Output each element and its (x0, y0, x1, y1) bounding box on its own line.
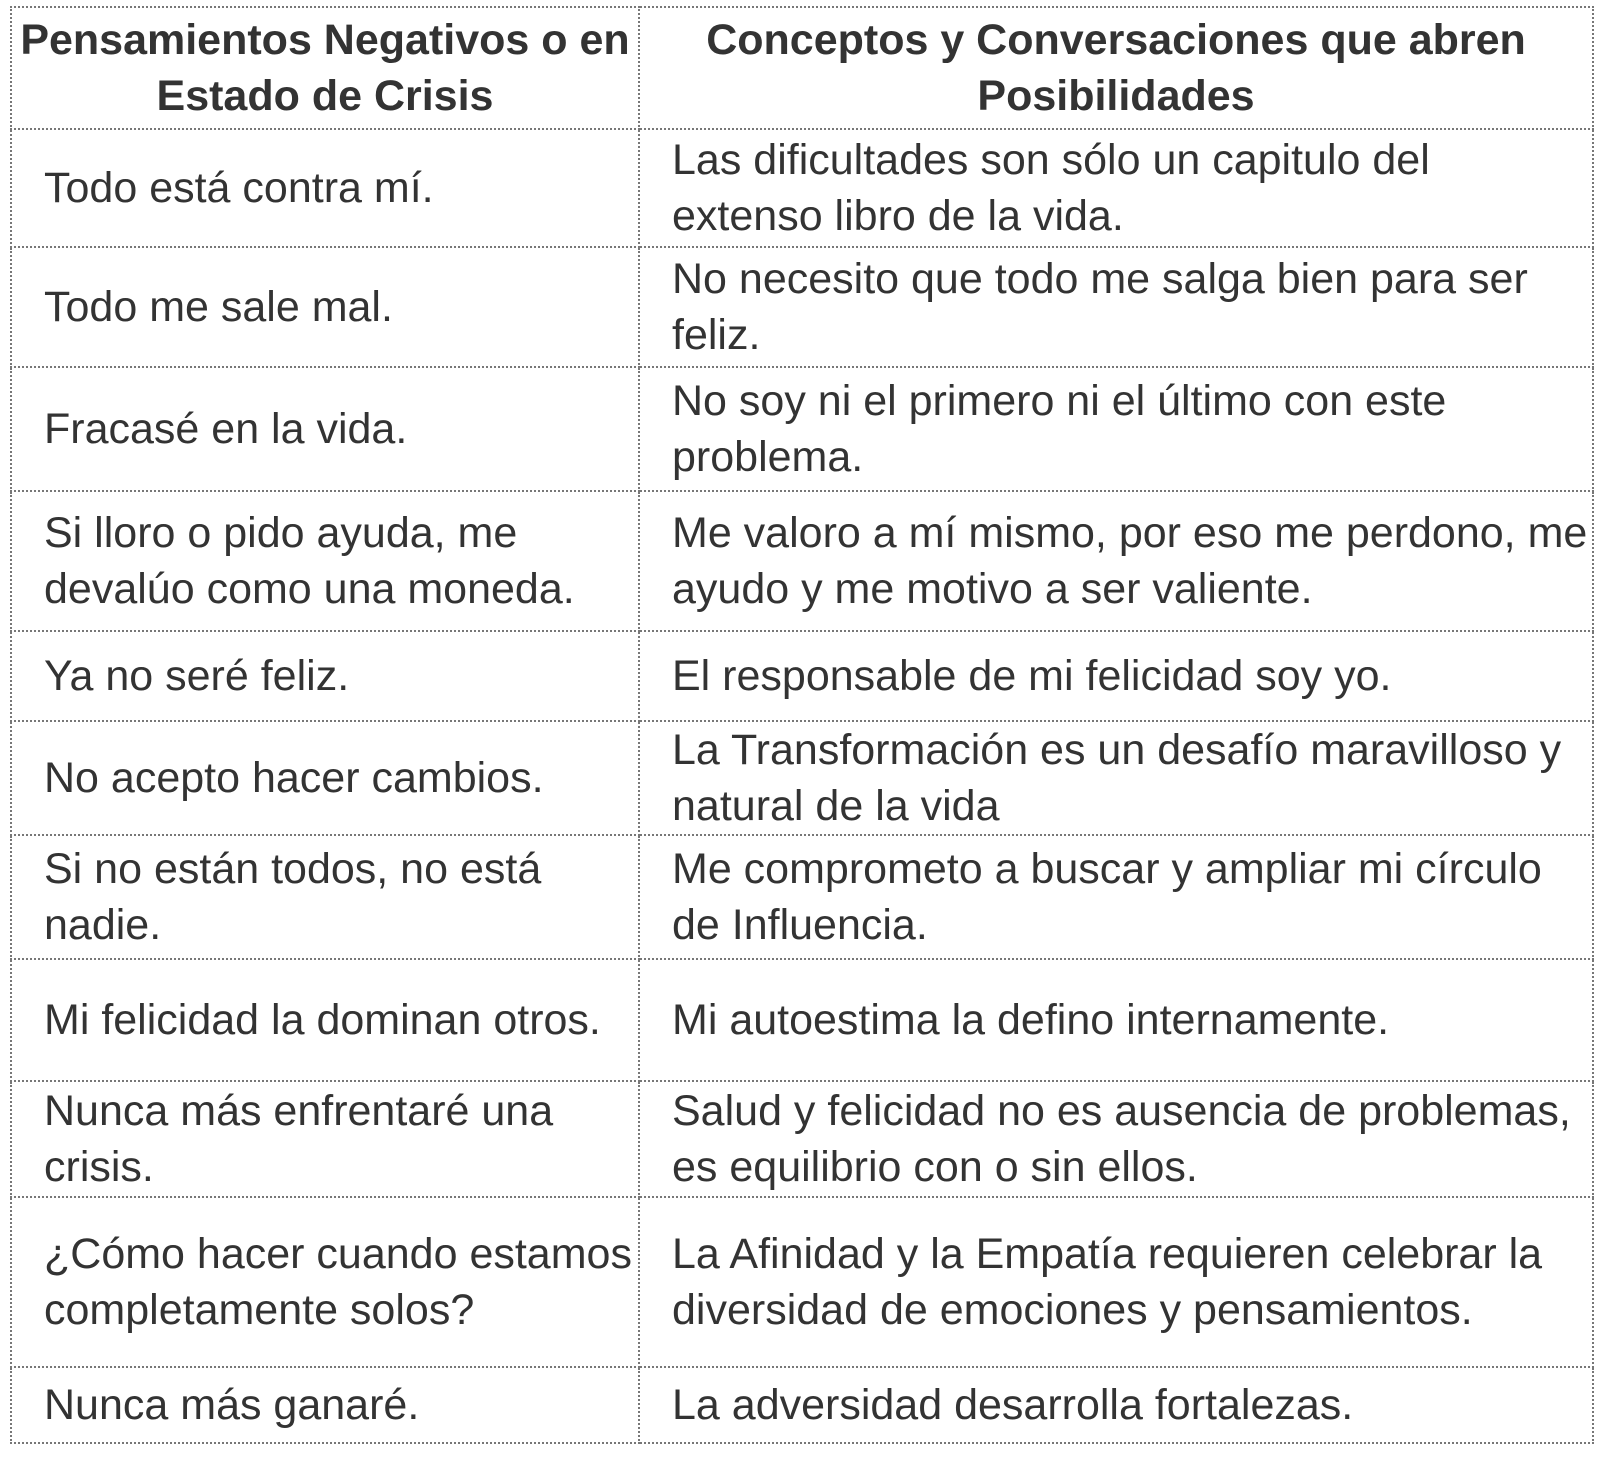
negative-thought-cell: Si lloro o pido ayuda, me devalúo como una moneda. (11, 491, 639, 631)
table-row (11, 959, 1593, 1081)
header-row (11, 7, 1593, 129)
table-row (11, 367, 1593, 491)
negative-thought-cell: Si no están todos, no está nadie. (11, 835, 639, 959)
table-row (11, 721, 1593, 835)
possibility-cell: La Afinidad y la Empatía requieren celebrar la diversidad de emociones y pensamientos. (639, 1197, 1593, 1367)
comparison-table (10, 6, 1594, 1444)
table-row (11, 491, 1593, 631)
negative-thought-cell: Fracasé en la vida. (11, 367, 639, 491)
possibility-cell: Me comprometo a buscar y ampliar mi círculo de Influencia. (639, 835, 1593, 959)
possibility-cell: Salud y felicidad no es ausencia de problemas, es equilibrio con o sin ellos. (639, 1081, 1593, 1197)
negative-thought-cell: Mi felicidad la dominan otros. (11, 959, 639, 1081)
negative-thought-cell: No acepto hacer cambios. (11, 721, 639, 835)
negative-thought-cell: ¿Cómo hacer cuando estamos completamente solos? (11, 1197, 639, 1367)
header-possibilities: Conceptos y Conversaciones que abren Posibilidades (639, 7, 1593, 129)
table-row (11, 835, 1593, 959)
possibility-cell: La Transformación es un desafío maravilloso y natural de la vida (639, 721, 1593, 835)
negative-thought-cell: Todo está contra mí. (11, 129, 639, 247)
possibility-cell: Las dificultades son sólo un capitulo del extenso libro de la vida. (639, 129, 1593, 247)
negative-thought-cell: Ya no seré feliz. (11, 631, 639, 721)
possibility-cell: El responsable de mi felicidad soy yo. (639, 631, 1593, 721)
possibility-cell: No necesito que todo me salga bien para ser feliz. (639, 247, 1593, 367)
negative-thought-cell: Nunca más ganaré. (11, 1367, 639, 1443)
table-row (11, 631, 1593, 721)
possibility-cell: No soy ni el primero ni el último con este problema. (639, 367, 1593, 491)
negative-thought-cell: Todo me sale mal. (11, 247, 639, 367)
table-row (11, 1081, 1593, 1197)
possibility-cell: La adversidad desarrolla fortalezas. (639, 1367, 1593, 1443)
table-row (11, 129, 1593, 247)
table-row (11, 247, 1593, 367)
table-row (11, 1367, 1593, 1443)
possibility-cell: Mi autoestima la defino internamente. (639, 959, 1593, 1081)
table-row (11, 1197, 1593, 1367)
negative-thought-cell: Nunca más enfrentaré una crisis. (11, 1081, 639, 1197)
possibility-cell: Me valoro a mí mismo, por eso me perdono, me ayudo y me motivo a ser valiente. (639, 491, 1593, 631)
header-negative-thoughts: Pensamientos Negativos o en Estado de Crisis (11, 7, 639, 129)
